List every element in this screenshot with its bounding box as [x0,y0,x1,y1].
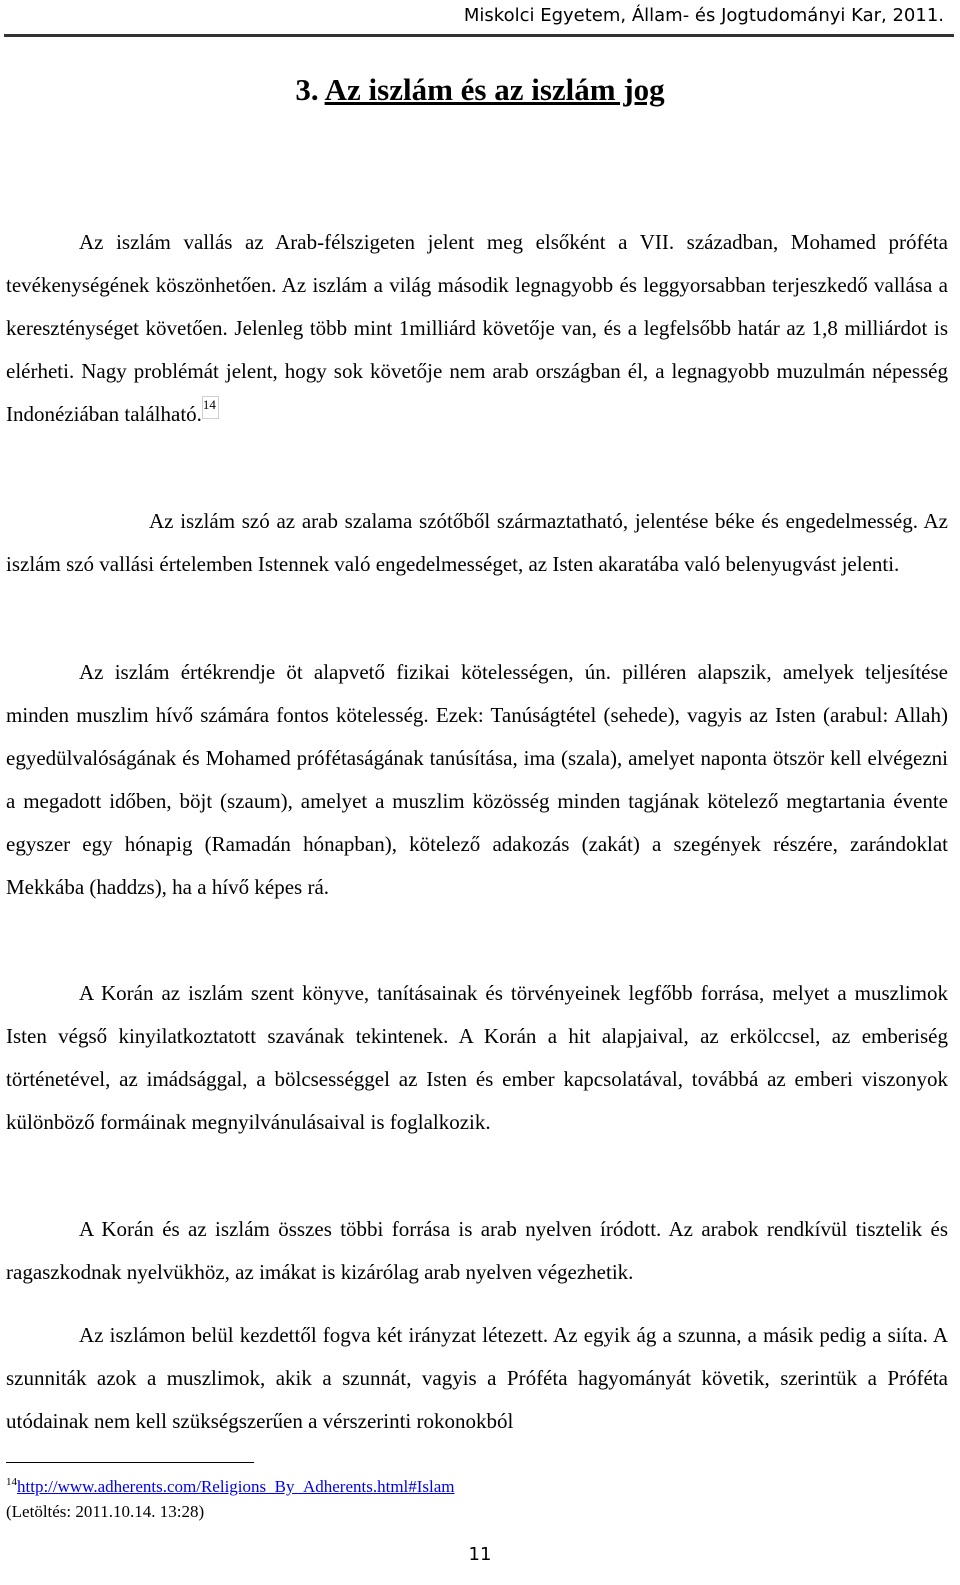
paragraph-branches [6,1314,948,1443]
paragraph-meaning-text: Az iszlám szó az arab szalama szótőből származtatható, jelentése béke és engedelmesség. Az iszlám szó vallási értelemben Istennek való engedelmességet, az Isten akaratába való belenyugvást jelenti. [6,509,948,576]
footnote-number: 14 [6,1476,17,1488]
footnote-retrieved: (Letöltés: 2011.10.14. 13:28) [6,1502,205,1521]
footnote-separator [6,1462,254,1463]
paragraph-koran [6,972,948,1144]
paragraph-origins [6,221,948,436]
footnote-line-link [6,1474,455,1499]
paragraph-origins-text: Az iszlám vallás az Arab-félszigeten jelent meg elsőként a VII. században, Mohamed próféta tevékenységének köszönhetően. Az iszlám a világ második legnagyobb és leggyorsabban terjeszkedő vallása a kereszténységet követően. Jelenleg több mint 1milliárd követője van, és a legfelsőbb határ az 1,8 milliárdot is elérheti. Nagy problémát jelent, hogy sok követője nem arab országban él, a legnagyobb muzulmán népesség Indonéziában található. [6,230,948,426]
paragraph-branches-text: Az iszlámon belül kezdettől fogva két irányzat létezett. Az egyik ág a szunna, a másik pedig a siíta. A szunniták azok a muszlimok, akik a szunnát, vagyis a Próféta hagyományát követik, szerintük a Próféta utódainak nem kell szükségszerűen a vérszerinti rokonokból [6,1323,948,1433]
paragraph-pillars [6,651,948,909]
paragraph-language [6,1208,948,1294]
footnote [6,1474,455,1524]
running-header: Miskolci Egyetem, Állam- és Jogtudományi Kar, 2011. [463,5,944,26]
header-rule [4,34,954,37]
chapter-title [0,72,960,108]
paragraph-meaning [6,500,948,586]
paragraph-koran-text: A Korán az iszlám szent könyve, tanításainak és törvényeinek legfőbb forrása, melyet a muszlimok Isten végső kinyilatkoztatott szavának tekintenek. A Korán a hit alapjaival, az erkölccsel, az emberiség történetével, az imádsággal, a bölcsességgel az Isten és ember kapcsolatával, továbbá az emberi viszonyok különböző formáinak megnyilvánulásaival is foglalkozik. [6,981,948,1134]
paragraph-pillars-text: Az iszlám értékrendje öt alapvető fizikai kötelességen, ún. pilléren alapszik, amelyek teljesítése minden muszlim hívő számára fontos kötelesség. Ezek: Tanúságtétel (sehede), vagyis az Isten (arabul: Allah) egyedülvalóságának és Mohamed prófétaságának tanúsítása, ima (szala), amelyet naponta ötször kell elvégezni a megadott időben, böjt (szaum), amelyet a muszlim közösség minden tagjának kötelező megtartania évente egyszer egy hónapig (Ramadán hónapban), kötelező adakozás (zakát) a szegények részére, zarándoklat Mekkába (haddzs), ha a hívő képes rá. [6,660,948,899]
paragraph-language-text: A Korán és az iszlám összes többi forrása is arab nyelven íródott. Az arabok rendkívül tisztelik és ragaszkodnak nyelvükhöz, az imákat is kizárólag arab nyelven végezhetik. [6,1217,948,1284]
footnote-link[interactable]: http://www.adherents.com/Religions_By_Adherents.html#Islam [17,1477,455,1496]
chapter-title-text: Az iszlám és az iszlám jog [324,72,665,107]
footnote-reference[interactable]: 14 [202,396,219,419]
page-number: 11 [468,1544,492,1565]
chapter-number: 3. [295,72,319,107]
